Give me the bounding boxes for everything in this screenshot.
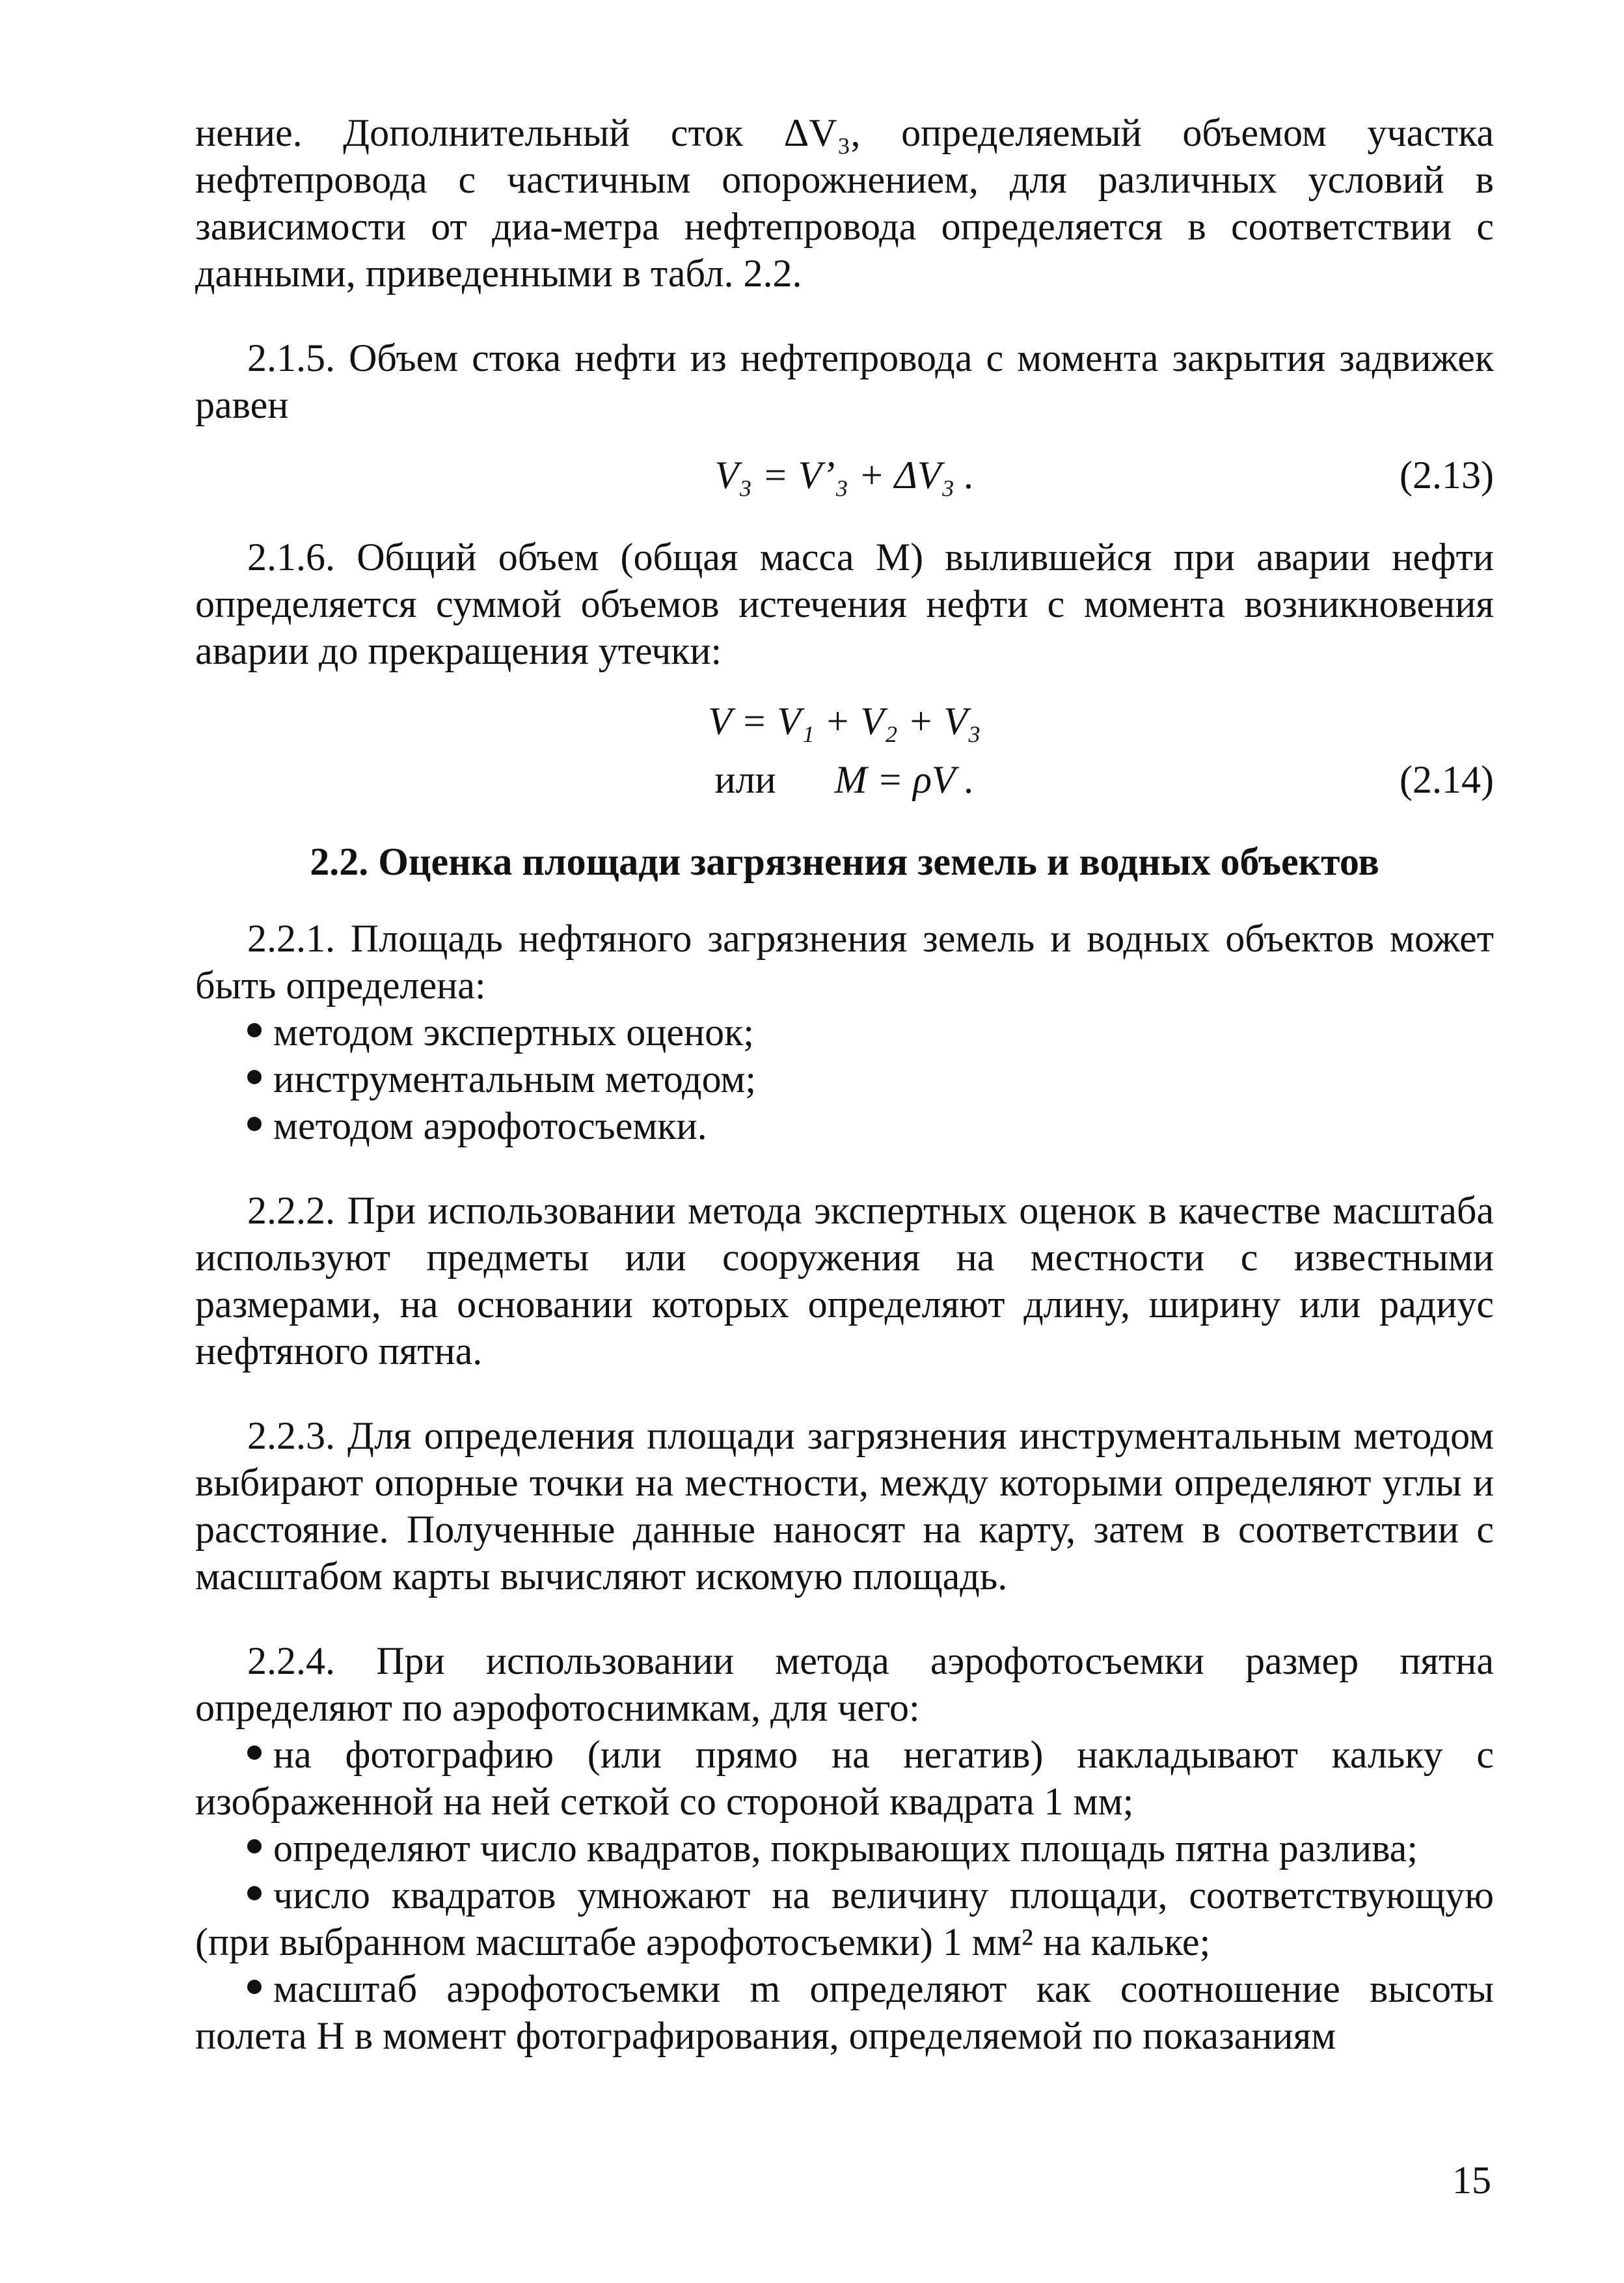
formula-2-13: V₃ = V’₃ + ΔV₃ . xyxy=(714,454,975,497)
bullet-icon xyxy=(247,1023,262,1037)
bullet-icon xyxy=(247,1117,262,1131)
formula-2-14a: V = V₁ + V₂ + V₃ xyxy=(708,700,981,743)
paragraph-2-2-4: 2.2.4. При использовании метода аэрофотосъемки размер пятна определяют по аэрофотоснимкам, для чего: xyxy=(195,1639,1494,1729)
bullet-icon xyxy=(247,1745,262,1760)
list-item: масштаб аэрофотосъемки m определяют как соотношение высоты полета H в момент фотографирования, определяемой по показаниям xyxy=(195,1967,1494,2057)
formula-2-14a-row xyxy=(195,698,1494,748)
paragraph-2-1-5: 2.1.5. Объем стока нефти из нефтепровода с момента закрытия задвижек равен xyxy=(195,336,1494,426)
list-item: определяют число квадратов, покрывающих площадь пятна разлива; xyxy=(195,1825,1494,1872)
bullet-icon xyxy=(247,1980,262,1994)
paragraph-2-1-6: 2.1.6. Общий объем (общая масса M) вылившейся при аварии нефти определяется суммой объемов истечения нефти с момента возникновения аварии до прекращения утечки: xyxy=(195,536,1494,672)
list-methods xyxy=(195,1009,1494,1149)
paragraph-2-2-1: 2.2.1. Площадь нефтяного загрязнения земель и водных объектов может быть определена: xyxy=(195,917,1494,1007)
list-item: инструментальным методом; xyxy=(195,1056,1494,1102)
section-title: 2.2. Оценка площади загрязнения земель и водных объектов xyxy=(310,840,1379,883)
formula-2-14b xyxy=(195,756,1494,803)
bullet-icon xyxy=(247,1070,262,1084)
formula-or-word: или xyxy=(714,758,776,801)
formula-2-14b-expr: M = ρV . xyxy=(834,758,975,801)
list-item: методом аэрофотосъемки. xyxy=(195,1102,1494,1149)
equation-number-2-13: (2.13) xyxy=(1400,454,1494,497)
bullet-icon xyxy=(247,1839,262,1853)
formula-2-14b-row xyxy=(195,756,1494,807)
formula-2-13-row xyxy=(195,452,1494,502)
document-page xyxy=(195,109,1494,2059)
list-item: на фотографию (или прямо на негатив) накладывают кальку с изображенной на ней сеткой со стороной квадрата 1 мм; xyxy=(195,1733,1494,1823)
paragraph-intro: нение. Дополнительный сток ΔV₃, определяемый объемом участка нефтепровода с частичным опорожнением, для различных условий в зависимости от диа-метра нефтепровода определяется в соответствии с данными, приведенными в табл. 2.2. xyxy=(195,111,1494,295)
list-aerial-steps xyxy=(195,1731,1494,2059)
list-item: методом экспертных оценок; xyxy=(195,1009,1494,1056)
paragraph-2-2-2: 2.2.2. При использовании метода экспертных оценок в качестве масштаба используют предметы или сооружения на местности с известными размерами, на основании которых определяют длину, ширину или радиус нефтяного пятна. xyxy=(195,1189,1494,1373)
page-number: 15 xyxy=(1452,2159,1491,2202)
bullet-icon xyxy=(247,1886,262,1900)
equation-number-2-14: (2.14) xyxy=(1400,758,1494,801)
list-item: число квадратов умножают на величину площади, соответствующую (при выбранном масштабе аэрофотосъемки) 1 мм² на кальке; xyxy=(195,1874,1494,1963)
paragraph-2-2-3: 2.2.3. Для определения площади загрязнения инструментальным методом выбирают опорные точки на местности, между которыми определяют углы и расстояние. Полученные данные наносят на карту, затем в соответствии с масштабом карты вычисляют искомую площадь. xyxy=(195,1414,1494,1598)
